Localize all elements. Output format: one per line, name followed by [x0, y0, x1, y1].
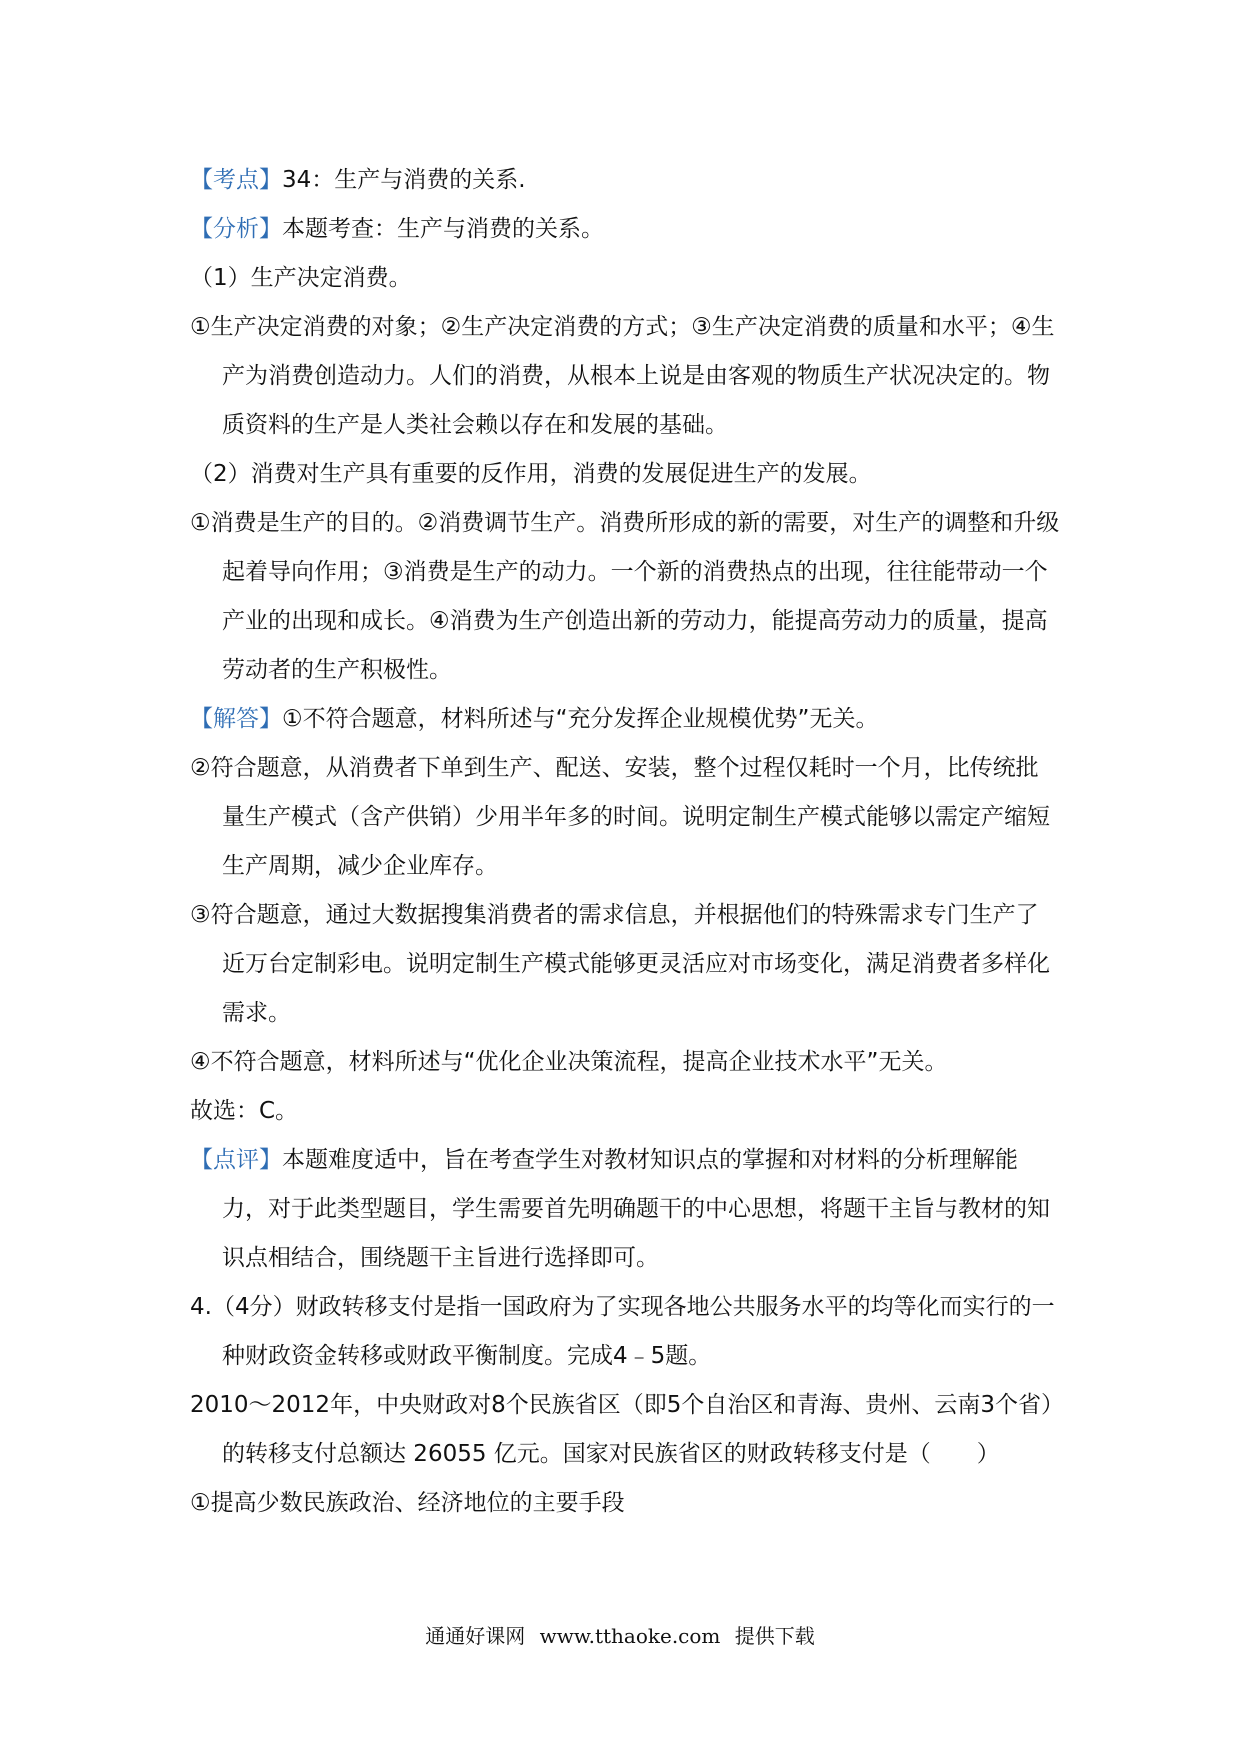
dianping-text: 本题难度适中，旨在考查学生对教材知识点的掌握和对材料的分析理解能力，对于此类型题目，学生需要首先明确题干的中心思想，将题干主旨与教材的知识点相结合，围绕题干主旨进行选择即可。 [222, 1147, 1050, 1271]
dianping-line [190, 1136, 1060, 1283]
fenxi-point-2-detail: ①消费是生产的目的。②消费调节生产。消费所形成的新的需要，对生产的调整和升级起着导向作用；③消费是生产的动力。一个新的消费热点的出现，往往能带动一个产业的出现和成长。④消费为生产创造出新的劳动力，能提高劳动力的质量，提高劳动者的生产积极性。 [190, 510, 1060, 683]
answer-line: 故选：C。 [190, 1098, 299, 1124]
jieda-item-4: ④不符合题意，材料所述与“优化企业决策流程，提高企业技术水平”无关。 [190, 1049, 948, 1075]
jieda-text: ①不符合题意，材料所述与“充分发挥企业规模优势”无关。 [282, 706, 879, 732]
kaodian-text: 34：生产与消费的关系. [282, 167, 526, 193]
jieda-line [190, 695, 1060, 744]
footer-suffix: 提供下载 [734, 1624, 815, 1648]
dianping-tag: 【点评】 [190, 1147, 282, 1173]
footer-url[interactable]: www.tthaoke.com [539, 1624, 721, 1648]
document-body [190, 156, 1060, 1528]
jieda-item-3: ③符合题意，通过大数据搜集消费者的需求信息，并根据他们的特殊需求专门生产了近万台定制彩电。说明定制生产模式能够更灵活应对市场变化，满足消费者多样化需求。 [190, 902, 1050, 1026]
fenxi-text: 本题考查：生产与消费的关系。 [282, 216, 604, 242]
fenxi-point-1-detail: ①生产决定消费的对象；②生产决定消费的方式；③生产决定消费的质量和水平；④生产为消费创造动力。人们的消费，从根本上说是由客观的物质生产状况决定的。物质资料的生产是人类社会赖以存在和发展的基础。 [190, 314, 1055, 438]
fenxi-point-1: （1）生产决定消费。 [190, 265, 412, 291]
kaodian-tag: 【考点】 [190, 167, 282, 193]
question-4: 4.（4分）财政转移支付是指一国政府为了实现各地公共服务水平的均等化而实行的一种财政资金转移或财政平衡制度。完成4﹣5题。 [190, 1294, 1055, 1369]
option-1: ①提高少数民族政治、经济地位的主要手段 [190, 1490, 625, 1516]
footer-site-name: 通通好课网 [425, 1624, 526, 1648]
fenxi-point-2: （2）消费对生产具有重要的反作用，消费的发展促进生产的发展。 [190, 461, 872, 487]
page-footer [0, 1620, 1240, 1649]
fenxi-line [190, 205, 1060, 254]
question-4-stem: 2010～2012年，中央财政对8个民族省区（即5个自治区和青海、贵州、云南3个省）的转移支付总额达 26055 亿元。国家对民族省区的财政转移支付是（ ） [190, 1392, 1053, 1467]
jieda-item-2: ②符合题意，从消费者下单到生产、配送、安装，整个过程仅耗时一个月，比传统批量生产模式（含产供销）少用半年多的时间。说明定制生产模式能够以需定产缩短生产周期，减少企业库存。 [190, 755, 1050, 879]
fenxi-tag: 【分析】 [190, 216, 282, 242]
kaodian-line [190, 156, 1060, 205]
jieda-tag: 【解答】 [190, 706, 282, 732]
